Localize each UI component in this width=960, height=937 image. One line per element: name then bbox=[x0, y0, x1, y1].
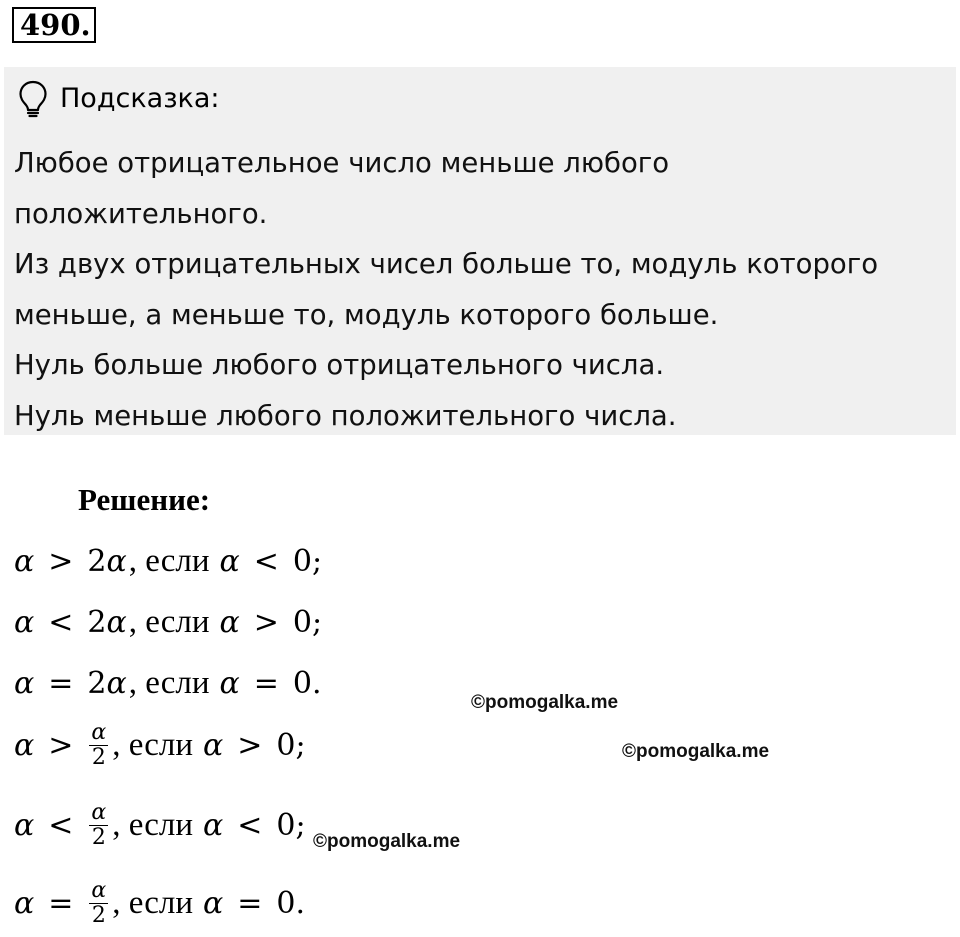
fraction-denominator: 2 bbox=[91, 745, 106, 770]
solution-line bbox=[14, 665, 322, 702]
condition-word: , если bbox=[112, 885, 194, 921]
condition-word: , если bbox=[112, 727, 194, 763]
watermark: ©pomogalka.me bbox=[313, 831, 461, 852]
solution-line bbox=[14, 722, 306, 769]
math-value: 0 bbox=[292, 666, 313, 701]
math-value: 0 bbox=[276, 728, 296, 763]
solution-line bbox=[14, 802, 306, 849]
watermark: ©pomogalka.me bbox=[622, 741, 770, 762]
math-operator: > bbox=[48, 728, 74, 763]
fraction-numerator: α bbox=[91, 800, 107, 825]
solution-line bbox=[14, 604, 322, 641]
math-coefficient: 2 bbox=[87, 666, 107, 701]
math-punctuation: . bbox=[312, 666, 322, 701]
hint-title: Подсказка: bbox=[60, 83, 220, 114]
math-operator: < bbox=[48, 808, 74, 843]
fraction bbox=[89, 880, 108, 927]
math-variable: α bbox=[14, 886, 35, 921]
hint-line: Из двух отрицательных чисел больше то, модуль которого bbox=[14, 248, 879, 280]
hint-box bbox=[4, 67, 956, 435]
hint-text bbox=[14, 138, 944, 441]
math-operator: < bbox=[48, 605, 74, 640]
condition-word: , если bbox=[128, 604, 210, 640]
math-variable: α bbox=[219, 605, 240, 640]
math-variable: α bbox=[14, 666, 35, 701]
math-operator: = bbox=[48, 886, 74, 921]
math-variable: α bbox=[14, 728, 35, 763]
solution-line bbox=[14, 880, 305, 927]
math-operator: = bbox=[48, 666, 74, 701]
math-punctuation: . bbox=[295, 886, 306, 921]
fraction-denominator: 2 bbox=[91, 825, 106, 850]
condition-word: , если bbox=[112, 807, 194, 843]
math-value: 0 bbox=[276, 808, 296, 843]
solution-title: Решение: bbox=[78, 482, 211, 517]
fraction bbox=[89, 802, 108, 849]
hint-line: Нуль меньше любого положительного числа. bbox=[14, 399, 677, 432]
math-variable: α bbox=[203, 886, 224, 921]
math-punctuation: ; bbox=[312, 605, 323, 640]
math-operator: > bbox=[48, 544, 74, 579]
lightbulb-icon bbox=[18, 80, 48, 118]
math-variable: α bbox=[106, 544, 127, 579]
math-punctuation: ; bbox=[295, 728, 306, 763]
math-operator: = bbox=[237, 886, 263, 921]
math-operator: < bbox=[253, 544, 279, 579]
math-variable: α bbox=[14, 544, 35, 579]
math-variable: α bbox=[219, 544, 240, 579]
math-variable: α bbox=[219, 666, 240, 701]
math-operator: < bbox=[237, 808, 263, 843]
hint-line: меньше, а меньше то, модуль которого больше. bbox=[14, 298, 719, 331]
condition-word: , если bbox=[128, 665, 210, 701]
math-variable: α bbox=[106, 666, 127, 701]
math-variable: α bbox=[14, 808, 35, 843]
condition-word: , если bbox=[128, 543, 210, 579]
math-variable: α bbox=[106, 605, 127, 640]
fraction-numerator: α bbox=[91, 878, 107, 903]
solution-line bbox=[14, 543, 322, 580]
fraction bbox=[89, 722, 108, 769]
math-value: 0 bbox=[292, 544, 313, 579]
math-value: 0 bbox=[276, 886, 296, 921]
math-operator: > bbox=[253, 605, 279, 640]
math-operator: = bbox=[253, 666, 279, 701]
hint-line: Любое отрицательное число меньше любого bbox=[14, 147, 670, 179]
math-punctuation: ; bbox=[312, 544, 323, 579]
fraction-numerator: α bbox=[91, 720, 107, 745]
math-value: 0 bbox=[292, 605, 313, 640]
math-punctuation: ; bbox=[295, 808, 306, 843]
math-variable: α bbox=[14, 605, 35, 640]
math-coefficient: 2 bbox=[87, 544, 107, 579]
hint-header bbox=[18, 79, 220, 119]
math-coefficient: 2 bbox=[87, 605, 107, 640]
problem-number: 490. bbox=[12, 7, 96, 43]
hint-line: положительного. bbox=[14, 197, 268, 230]
math-operator: > bbox=[237, 728, 263, 763]
fraction-denominator: 2 bbox=[91, 903, 106, 928]
watermark: ©pomogalka.me bbox=[471, 692, 619, 713]
math-variable: α bbox=[203, 808, 224, 843]
math-variable: α bbox=[203, 728, 224, 763]
hint-line: Нуль больше любого отрицательного числа. bbox=[14, 349, 665, 381]
